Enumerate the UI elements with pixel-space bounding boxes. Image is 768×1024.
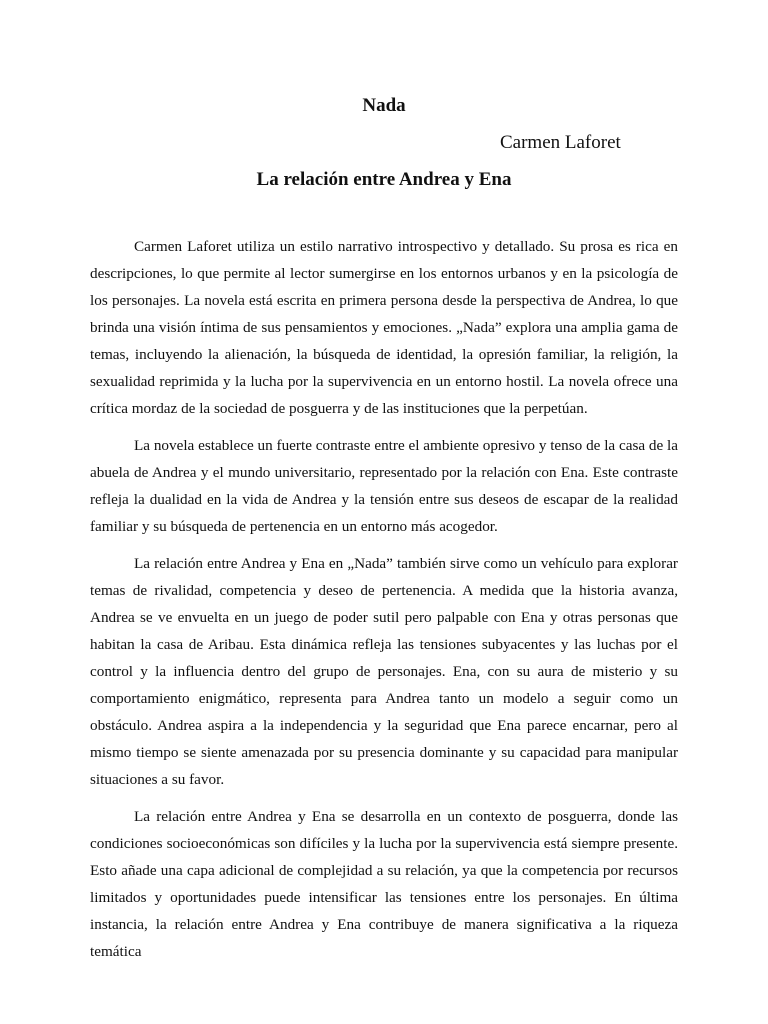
paragraph-3: La relación entre Andrea y Ena en „Nada” también sirve como un vehículo para explorar temas de rivalidad, competencia y deseo de pertenencia. A medida que la historia avanza, Andrea se ve envuelta en un juego de poder sutil pero palpable con Ena y otras personas que habitan la casa de Aribau. Esta dinámica refleja las tensiones subyacentes y las luchas por el control y la influencia dentro del grupo de personajes. Ena, con su aura de misterio y su comportamiento enigmático, representa para Andrea tanto un modelo a seguir como un obstáculo. Andrea aspira a la independencia y la seguridad que Ena parece encarnar, pero al mismo tiempo se siente amenazada por su presencia dominante y su capacidad para manipular situaciones a su favor. — [90, 555, 678, 788]
paragraph-4: La relación entre Andrea y Ena se desarrolla en un contexto de posguerra, donde las condiciones socioeconómicas son difíciles y la lucha por la supervivencia está siempre presente. Esto añade una capa adicional de complejidad a su relación, ya que la competencia por recursos limitados y oportunidades puede intensificar las tensiones entre los personajes. En última instancia, la relación entre Andrea y Ena contribuye de manera significativa a la riqueza temática — [90, 808, 678, 960]
paragraph-1: Carmen Laforet utiliza un estilo narrativo introspectivo y detallado. Su prosa es rica en descripciones, lo que permite al lector sumergirse en los entornos urbanos y en la psicología de los personajes. La novela está escrita en primera persona desde la perspectiva de Andrea, lo que brinda una visión íntima de sus pensamientos y emociones. „Nada” explora una amplia gama de temas, incluyendo la alienación, la búsqueda de identidad, la opresión familiar, la religión, la sexualidad reprimida y la lucha por la supervivencia en un entorno hostil. La novela ofrece una crítica mordaz de la sociedad de posguerra y de las instituciones que la perpetúan. — [90, 238, 678, 417]
document-body — [90, 233, 678, 975]
document-title: Nada — [362, 95, 406, 116]
paragraph-2: La novela establece un fuerte contraste entre el ambiente opresivo y tenso de la casa de la abuela de Andrea y el mundo universitario, representado por la relación con Ena. Este contraste refleja la dualidad en la vida de Andrea y la tensión entre sus deseos de escapar de la realidad familiar y su búsqueda de pertenencia en un entorno más acogedor. — [90, 437, 678, 535]
document-author: Carmen Laforet — [500, 132, 621, 153]
document-subtitle: La relación entre Andrea y Ena — [256, 169, 512, 190]
